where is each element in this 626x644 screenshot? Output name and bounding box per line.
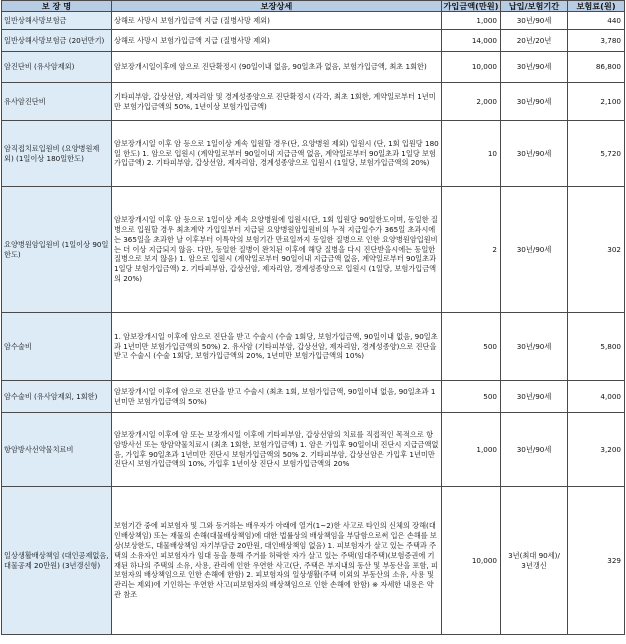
period-line: 30년/90세 [516, 62, 552, 72]
coverage-name: 일상생활배상책임 (대인공제없음, 대물공제 20만원) (3년갱신형) [2, 487, 112, 635]
table-row [2, 381, 625, 413]
table-row [2, 121, 625, 187]
coverage-detail: 암보장개시일 이후 암 등으로 1일이상 계속 요양병원에 입원시(단, 1회 입원당 90일한도이며, 동일한 질병으로 입원할 경우 최초계약 가입일부터 지급된 요양병원암입원비의 누적 지급일수가 365일 초과시에는 365일을 초과한 날 이후부터 이특약의 보험기간 만료일까지 동일한 질병으로 인한 요양병원암입원비는 더 이상 지급되지 않음. 다만, 동일한 질병이 완치된 이후에 해당 질병을 다시 진단받을시에는 동일한 질병으로 보지 않음) 1. 암으로 입원시 (계약일로부터 90일이내 지급금액 없음, 계약일로부터 90일초과 1일당 보험가입금액) 2. 기타피부암, 갑상선암, 제자리암, 경계성종양으로 입원시 (1일당, 보험가입금액의 20%) [112, 187, 442, 313]
coverage-premium: 2,100 [568, 83, 625, 121]
coverage-name: 암직접치료입원비 (요양병원제외) (1일이상 180일한도) [2, 121, 112, 187]
coverage-premium: 86,800 [568, 52, 625, 83]
coverage-period [501, 12, 568, 30]
coverage-amount: 10,000 [442, 52, 501, 83]
coverage-name: 일반상해사망보험금 (20년만기) [2, 30, 112, 52]
coverage-period [501, 313, 568, 381]
period-line: 30년/90세 [516, 148, 552, 158]
coverage-name: 암수술비 [2, 313, 112, 381]
coverage-period [501, 30, 568, 52]
coverage-amount: 500 [442, 381, 501, 413]
period-line: 20년/20년 [516, 35, 552, 45]
coverage-detail: 암보장개시일 이후에 암 또는 보장개시일 이후에 기타피부암, 갑상선암의 치료를 직접적인 목적으로 항암방사선 또는 항암약물치료시 (최초 1회한, 보험가입금액) 1. 암은 가입후 90일이내 진단시 지급금액없음, 가입후 90일초과 1년미만 진단시 보험가입금액의 50% 2. 기타피부암, 갑상선암은 가입후 1년미만 진단시 보험가입금액의 10%, 가입후 1년이상 진단시 보험가입금액의 20% [112, 413, 442, 487]
coverage-amount: 1,000 [442, 413, 501, 487]
coverage-name: 암수술비 (유사암제외, 1회한) [2, 381, 112, 413]
coverage-period [501, 121, 568, 187]
period-line: 3년(최대 90세)/ [508, 550, 560, 560]
period-line: 30년/90세 [516, 15, 552, 25]
coverage-amount: 1,000 [442, 12, 501, 30]
table-row [2, 12, 625, 30]
coverage-detail: 상해로 사망시 보험가입금액 지급 (질병사망 제외) [112, 30, 442, 52]
coverage-premium: 302 [568, 187, 625, 313]
coverage-amount: 2,000 [442, 83, 501, 121]
coverage-premium: 5,800 [568, 313, 625, 381]
coverage-amount: 10,000 [442, 487, 501, 635]
coverage-amount: 14,000 [442, 30, 501, 52]
coverage-name: 항암방사선약물치료비 [2, 413, 112, 487]
period-line: 30년/90세 [516, 391, 552, 401]
coverage-detail: 보험기간 중에 피보험자 및 그와 동거하는 배우자가 아래에 열거(1~2)한 사고로 타인의 신체의 장해(대인배상책임) 또는 재물의 손해(대물배상책임)에 대한 법률상의 배상책임을 부담함으로써 입은 손해를 보상(보상한도, 대물배상책임 자기부담금 20만원, 대인배상책임 없음) 1. 피보험자가 살고 있는 주택과 주택의 소유자인 피보험자가 임대 등을 통해 주거를 허락한 자가 살고 있는 주택(임대주택)(보험증권에 기재된 하나의 주택의 소유, 사용, 관리에 인한 우연한 사고(단, 주택은 부지내의 동산 및 부동산을 포함, 피보험자의 배상책임으로 인한 손해에 한함) 2. 피보험자의 일상생활(주택 이외의 부동산의 소유, 사용 및 관리는 제외)에 기인하는 우연한 사고(피보험자의 배상책임으로 인한 손해에 한함) ※ 자세한 내용은 약관 참조 [112, 487, 442, 635]
period-line: 30년/90세 [516, 96, 552, 106]
coverage-detail: 암보장개시일 이후에 암으로 진단을 받고 수술시 (최초 1회, 보험가입금액, 90일이내 없음, 90일초과 1년미만 보험가입금액의 50%) [112, 381, 442, 413]
coverage-period [501, 83, 568, 121]
period-line: 30년/90세 [516, 341, 552, 351]
header-coverage-name: 보 장 명 [2, 1, 112, 12]
coverage-period [501, 187, 568, 313]
coverage-name: 유사암진단비 [2, 83, 112, 121]
table-row [2, 83, 625, 121]
coverage-premium: 329 [568, 487, 625, 635]
coverage-name: 일반상해사망보험금 [2, 12, 112, 30]
coverage-period [501, 381, 568, 413]
coverage-name: 암진단비 (유사암제외) [2, 52, 112, 83]
coverage-detail: 암보장개시일이후에 암으로 진단확정시 (90일이내 없음, 90일초과 없음, 보험가입금액, 최초 1회한) [112, 52, 442, 83]
coverage-detail: 암보장개시일 이후 암 등으로 1일이상 계속 입원할 경우(단, 요양병원 제외) 입원시 (단, 1회 입원당 180일 한도) 1. 암으로 입원시 (계약일로부터 90일이내 지급금액 없음, 계약일로부터 90일초과 1일당 보험가입금액) 2. 기타피부암, 갑상선암, 제자리암, 경계성종양으로 입원시 (1일당, 보험가입금액의 20%) [112, 121, 442, 187]
coverage-amount: 500 [442, 313, 501, 381]
period-line: 30년/90세 [516, 444, 552, 454]
coverage-detail: 상해로 사망시 보험가입금액 지급 (질병사망 제외) [112, 12, 442, 30]
coverage-detail: 1. 암보장개시일 이후에 암으로 진단을 받고 수술시 (수술 1회당, 보험가입금액, 90일이내 없음, 90일초과 1년미만 보험가입금액의 50%) 2. 유사암 (기타피부암, 갑상선암, 제자리암, 경계성종양)으로 진단을 받고 수술시 (수술 1회당, 보험가입금액의 20%, 1년미만 보험가입금액의 10%) [112, 313, 442, 381]
coverage-amount: 10 [442, 121, 501, 187]
table-row [2, 187, 625, 313]
coverage-premium: 4,000 [568, 381, 625, 413]
coverage-premium: 3,780 [568, 30, 625, 52]
coverage-premium: 5,720 [568, 121, 625, 187]
table-row [2, 487, 625, 635]
header-amount: 가입금액(만원) [442, 1, 501, 12]
table-row [2, 413, 625, 487]
period-line: 30년/90세 [516, 244, 552, 254]
coverage-detail: 기타피부암, 갑상선암, 제자리암 및 경계성종양으로 진단확정시 (각각, 최초 1회한, 계약일로부터 1년미만 보험가입금액의 50%, 1년이상 보험가입금액) [112, 83, 442, 121]
coverage-table [1, 0, 625, 635]
coverage-name: 요양병원암입원비 (1일이상 90일한도) [2, 187, 112, 313]
table-row [2, 30, 625, 52]
coverage-premium: 3,200 [568, 413, 625, 487]
header-coverage-detail: 보장상세 [112, 1, 442, 12]
coverage-premium: 440 [568, 12, 625, 30]
coverage-period [501, 487, 568, 635]
table-row [2, 52, 625, 83]
coverage-amount: 2 [442, 187, 501, 313]
table-row [2, 313, 625, 381]
coverage-period [501, 52, 568, 83]
period-line: 3년갱신 [521, 560, 547, 570]
table-header-row [2, 1, 625, 12]
header-period: 납입/보험기간 [501, 1, 568, 12]
coverage-period [501, 413, 568, 487]
header-premium: 보험료(원) [568, 1, 625, 12]
